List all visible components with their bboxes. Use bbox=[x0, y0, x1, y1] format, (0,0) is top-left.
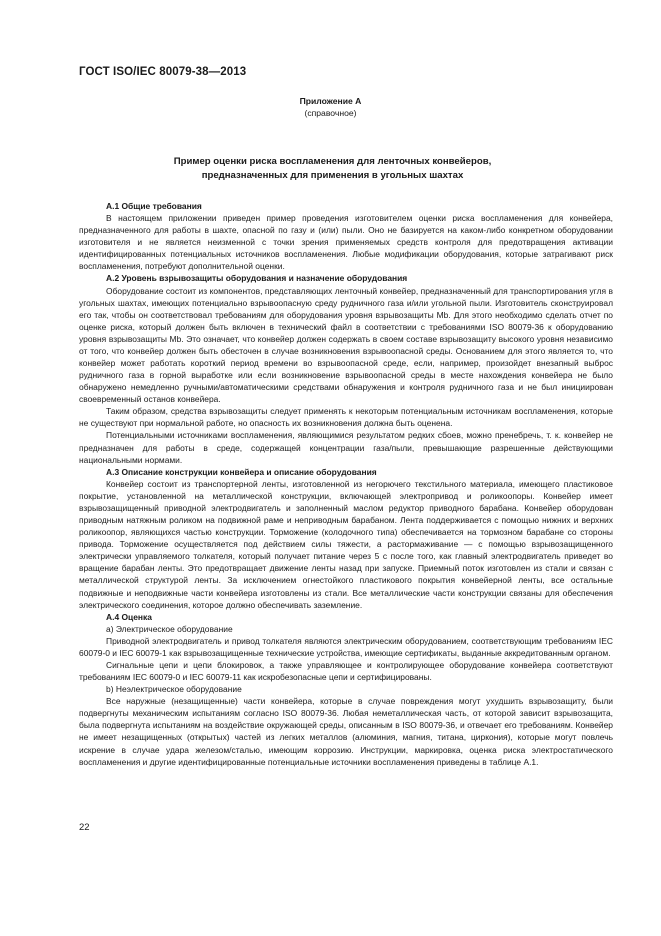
document-title bbox=[80, 155, 585, 183]
main-content bbox=[79, 200, 613, 768]
subsection-b-paragraph: Все наружные (незащищенные) части конвейера, которые в случае повреждения могут ухудшить взрывозащиту, были подвергнуты механическим испытаниям согласно ISO 80079-36. Любая неметаллическая часть, от которой зависит взрывозащита, была подвергнута испытаниям на воздействие окружающей среды, описанным в ISO 80079-36, и отвечает его требованиям. Конвейер не имеет незащищенных (открытых) частей из легких металлов (алюминия, магния, титана, циркония), которые могут повлечь искрение в случае удара железом/сталью, имеющим коррозию. Инструкции, маркировка, оценка риска электростатического воспламенения и другие идентифицированные потенциальные источники воспламенения приведены в таблице А.1. bbox=[79, 696, 613, 767]
page-number: 22 bbox=[79, 822, 90, 833]
subsection-a-paragraph-1: Приводной электродвигатель и привод толкателя являются электрическим оборудованием, соответствующим требованиям IEC 60079-0 и IEC 60079-1 как взрывозащищенные технические устройства, имеющие сертификаты, выданные аккредитованным органом. bbox=[79, 635, 613, 658]
section-a2-paragraph-3: Потенциальными источниками воспламенения, являющимися результатом редких сбоев, можно пренебречь, т. к. конвейер не предназначен для работы в среде, содержащей концентрации газа/пыли, превышающие разрешенные действующими национальными нормами. bbox=[79, 430, 613, 465]
annex-caption bbox=[0, 95, 661, 119]
subsection-a-paragraph-2: Сигнальные цепи и цепи блокировок, а также управляющее и контролирующее оборудование конвейера соответствуют требованиям IEC 60079-0 и IEC 60079-11 как искробезопасные цепи и сертифицированы. bbox=[79, 659, 613, 683]
title-line-2: предназначенных для применения в угольных шахтах bbox=[201, 170, 464, 181]
section-a3-paragraph: Конвейер состоит из транспортерной ленты, изготовленной из негорючего текстильного материала, имеющего пластиковое покрытие, установленной на металлической конструкции, включающей электропривод и роликоопоры. Конвейер имеет взрывозащищенный приводной электродвигатель и заполненный маслом редуктор приводного барабана. Конвейер оборудован приводным натяжным роликом на подвижной раме и неприводным барабаном. Лента поддерживается с помощью нижних и верхних роликоопор, являющихся частью конструкции. Торможение (колодочного типа) обеспечивается на тормозном барабане со стороны привода. Торможение осуществляется под действием силы тяжести, а растормаживание — с помощью взрывозащищенного электрически управляемого толкателя, который получает питание через 5 с после того, как главный электродвигатель приведет во вращение барабан ленты. Это предотвращает движение ленты назад при запуске. Приемный поток изготовлен из стали и связан с металлической структурой ленты. За исключением огнестойкого пластикового покрытия конвейерной ленты, все остальные подвижные и неподвижные части конвейера изготовлены из стали. Все металлические части конструкции связаны для обеспечения электрического соединения, которое должно обеспечивать заземление. bbox=[79, 478, 613, 610]
subsection-b-heading: b) Неэлектрическое оборудование bbox=[106, 684, 242, 695]
section-a1-paragraph: В настоящем приложении приведен пример проведения изготовителем оценки риска воспламенения для конвейера, предназначенного для работы в шахте, опасной по газу и (или) пыли. Оно не базируется на каком-либо конкретном оборудовании изготовителя и не является неизменной с точки зрения применяемых средств контроля для предотвращения активации идентифицированных потенциальных источников воспламенения. Любые модификации оборудования, которые затрагивают риск воспламенения, потребуют дополнительной оценки. bbox=[79, 213, 613, 272]
document-id: ГОСТ ISO/IEC 80079-38—2013 bbox=[79, 66, 247, 78]
annex-title: Приложение А bbox=[299, 96, 362, 106]
title-line-1: Пример оценки риска воспламенения для ленточных конвейеров, bbox=[173, 156, 492, 167]
section-a2-heading: А.2 Уровень взрывозащиты оборудования и назначение оборудования bbox=[106, 273, 408, 284]
subsection-a-heading: а) Электрическое оборудование bbox=[106, 623, 233, 634]
section-a1-heading: А.1 Общие требования bbox=[106, 201, 202, 211]
annex-note: (справочное) bbox=[304, 108, 357, 118]
section-a4-heading: А.4 Оценка bbox=[106, 611, 152, 622]
section-a2-paragraph-1: Оборудование состоит из компонентов, представляющих ленточный конвейер, предназначенный для транспортирования угля в угольных шахтах, имеющих потенциально взрывоопасную среду рудничного газа и/или угольной пыли. Изготовитель сконструировал его так, чтобы он соответствовал требованиям для оборудования уровня взрывозащиты Mb. Для этого необходимо сделать отчет по оценке риска, который должен быть включен в технический файл в соответствии с требованиями ISO 80079-36 к оборудованию уровня взрывозащиты Mb. Это означает, что конвейер должен содержать в своем составе взрывозащиту высокого уровня независимо от того, что конвейер должен быть обесточен в случае возникновения взрывоопасной среды. Основанием для этого является то, что конвейер может работать короткий период времени во взрывоопасной среде, если, например, произойдет внезапный выброс рудничного газа в горной выработке или если возникновение взрывоопасной среды в месте нахождения конвейера не было обнаружено немедленно ручными/автоматическими средствами обнаружения и контроля рудничного газа и не был инициирован своевременный останов конвейера. bbox=[79, 285, 613, 405]
section-a2-paragraph-2: Таким образом, средства взрывозащиты следует применять к некоторым потенциальным источникам воспламенения, которые не существуют при нормальной работе, но опасность их возникновения должна быть оценена. bbox=[79, 406, 613, 429]
section-a3-heading: А.3 Описание конструкции конвейера и описание оборудования bbox=[106, 466, 377, 477]
